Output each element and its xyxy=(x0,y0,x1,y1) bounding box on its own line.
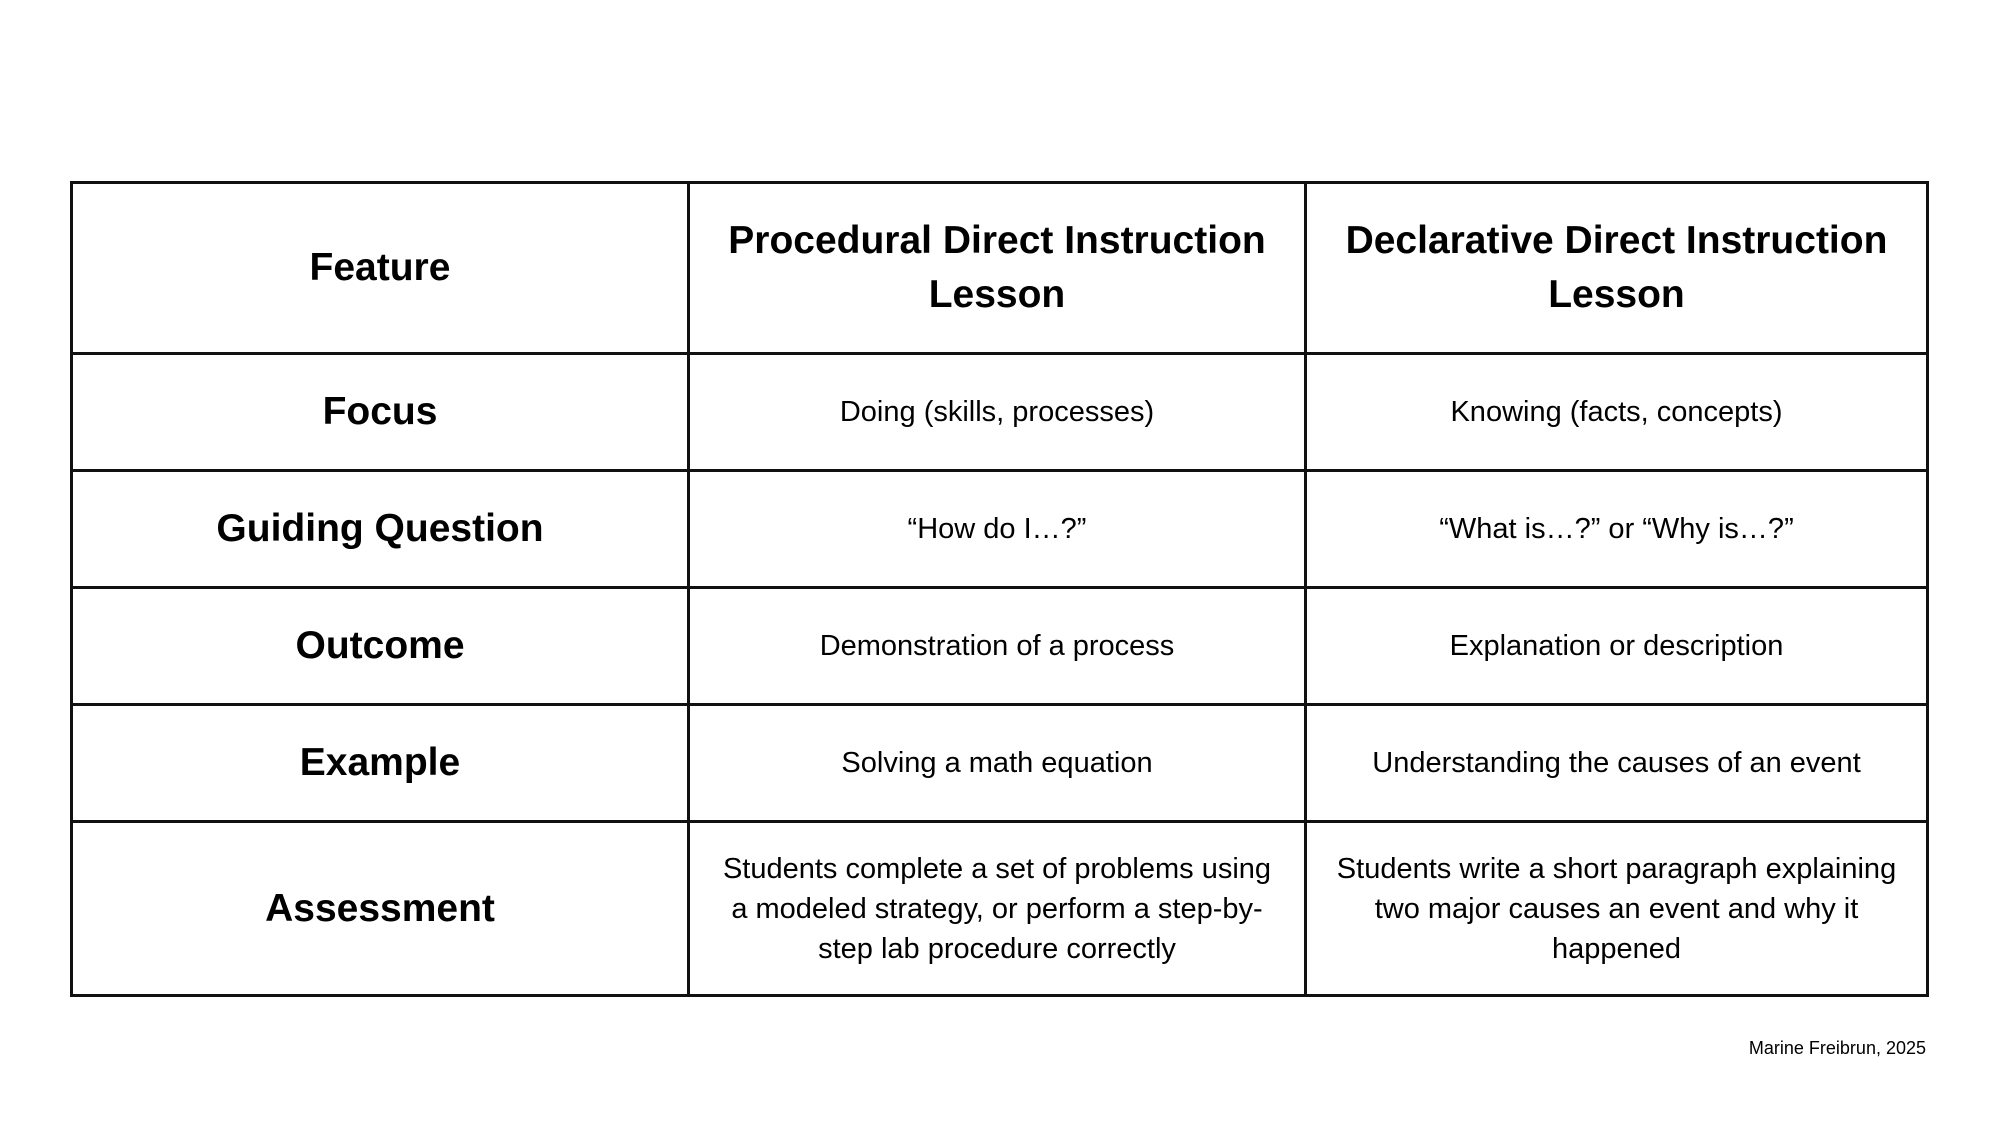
row-label-guiding-question: Guiding Question xyxy=(72,471,689,588)
table-row xyxy=(72,471,1928,588)
header-procedural: Procedural Direct Instruction Lesson xyxy=(689,183,1306,354)
cell-procedural-outcome: Demonstration of a process xyxy=(689,588,1306,705)
row-label-assessment: Assessment xyxy=(72,822,689,996)
table-row xyxy=(72,588,1928,705)
cell-procedural-example: Solving a math equation xyxy=(689,705,1306,822)
table-header-row xyxy=(72,183,1928,354)
cell-declarative-outcome: Explanation or description xyxy=(1306,588,1928,705)
author-credit: Marine Freibrun, 2025 xyxy=(1748,1038,1926,1058)
cell-declarative-focus: Knowing (facts, concepts) xyxy=(1306,354,1928,471)
table-row xyxy=(72,705,1928,822)
cell-procedural-guiding-question: “How do I…?” xyxy=(689,471,1306,588)
table-row xyxy=(72,354,1928,471)
cell-procedural-focus: Doing (skills, processes) xyxy=(689,354,1306,471)
comparison-table xyxy=(70,181,1929,997)
row-label-example: Example xyxy=(72,705,689,822)
cell-declarative-assessment: Students write a short paragraph explaining two major causes an event and why it happened xyxy=(1306,822,1928,996)
header-declarative: Declarative Direct Instruction Lesson xyxy=(1306,183,1928,354)
row-label-focus: Focus xyxy=(72,354,689,471)
cell-procedural-assessment: Students complete a set of problems using a modeled strategy, or perform a step-by-step lab procedure correctly xyxy=(689,822,1306,996)
table-row xyxy=(72,822,1928,996)
cell-declarative-example: Understanding the causes of an event xyxy=(1306,705,1928,822)
header-feature: Feature xyxy=(72,183,689,354)
row-label-outcome: Outcome xyxy=(72,588,689,705)
cell-declarative-guiding-question: “What is…?” or “Why is…?” xyxy=(1306,471,1928,588)
